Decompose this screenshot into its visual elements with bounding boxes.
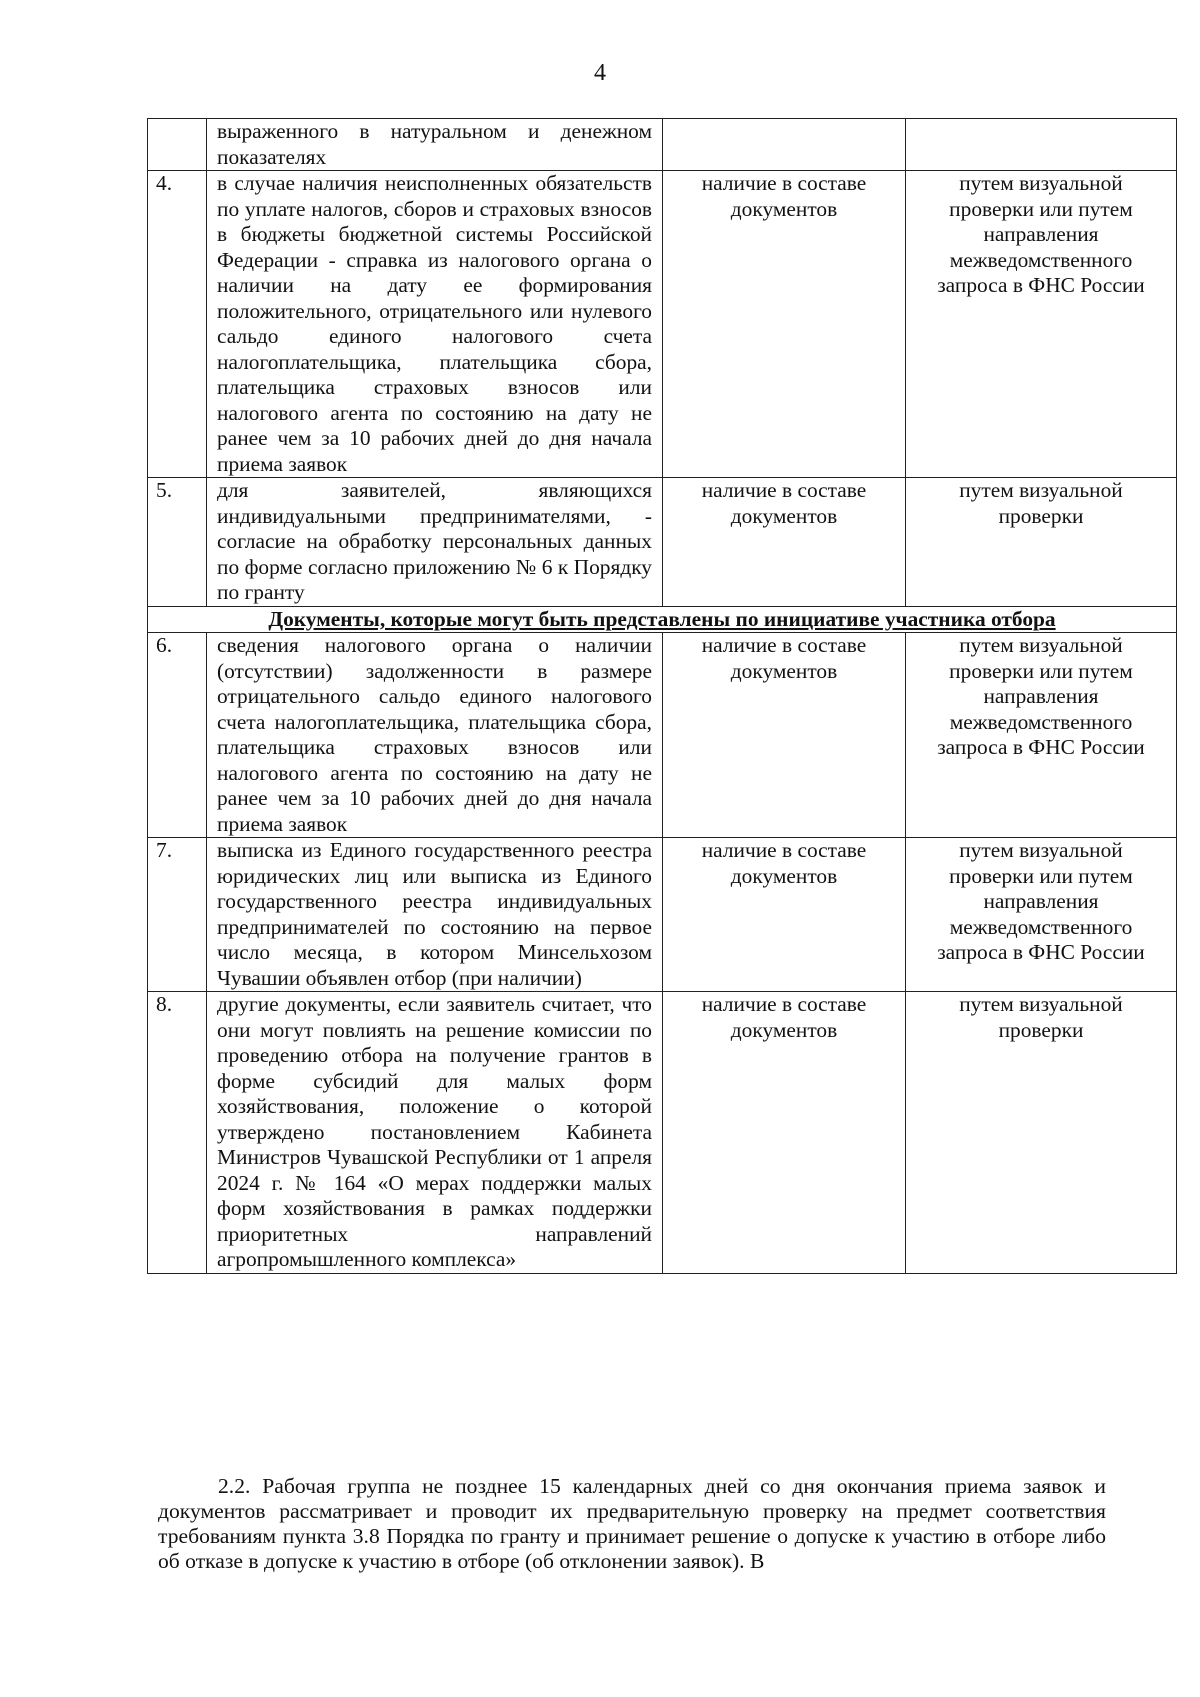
table-body-top <box>148 119 1177 607</box>
check-criterion-cell: наличие в составе документов <box>663 992 906 1274</box>
row-number-cell: 4. <box>148 171 207 478</box>
section-heading-row <box>148 606 1177 633</box>
section-heading: Документы, которые могут быть представлены по инициативе участника отбора <box>148 606 1177 633</box>
row-number-cell: 6. <box>148 633 207 838</box>
section-heading-body <box>148 606 1177 633</box>
table-row <box>148 478 1177 607</box>
check-criterion-cell: наличие в составе документов <box>663 171 906 478</box>
table-row <box>148 992 1177 1274</box>
document-name-cell: другие документы, если заявитель считает, что они могут повлиять на решение комиссии по проведению отбора на получение грантов в форме субсидий для малых форм хозяйствования, положение о которой утверждено постановлением Кабинета Министров Чувашской Республики от 1 апреля 2024 г. № 164 «О мерах поддержки малых форм хозяйствования в рамках поддержки приоритетных направлений агропромышленного комплекса» <box>207 992 663 1274</box>
check-method-cell: путем визуальной проверки <box>906 992 1177 1274</box>
table-row <box>148 119 1177 171</box>
documents-table <box>147 118 1177 1274</box>
check-method-cell <box>906 119 1177 171</box>
check-method-cell: путем визуальной проверки или путем направления межведомственного запроса в ФНС России <box>906 171 1177 478</box>
document-name-cell: выписка из Единого государственного реестра юридических лиц или выписка из Единого государственного реестра индивидуальных предпринимателей по состоянию на первое число месяца, в котором Минсельхозом Чувашии объявлен отбор (при наличии) <box>207 838 663 992</box>
check-method-cell: путем визуальной проверки или путем направления межведомственного запроса в ФНС России <box>906 838 1177 992</box>
table-row <box>148 171 1177 478</box>
check-criterion-cell: наличие в составе документов <box>663 633 906 838</box>
table-row <box>148 633 1177 838</box>
table-row <box>148 838 1177 992</box>
document-name-cell: сведения налогового органа о наличии (отсутствии) задолженности в размере отрицательного сальдо единого налогового счета налогоплательщика, плательщика сбора, плательщика страховых взносов или налогового агента по состоянию на дату не ранее чем за 10 рабочих дней до дня начала приема заявок <box>207 633 663 838</box>
row-number-cell: 5. <box>148 478 207 607</box>
table-body-bottom <box>148 633 1177 1274</box>
check-criterion-cell: наличие в составе документов <box>663 838 906 992</box>
row-number-cell: 7. <box>148 838 207 992</box>
row-number-cell: 8. <box>148 992 207 1274</box>
document-name-cell: в случае наличия неисполненных обязательств по уплате налогов, сборов и страховых взносов в бюджеты бюджетной системы Российской Федерации - справка из налогового органа о наличии на дату ее формирования положительного, отрицательного или нулевого сальдо единого налогового счета налогоплательщика, плательщика сбора, плательщика страховых взносов или налогового агента по состоянию на дату не ранее чем за 10 рабочих дней до дня начала приема заявок <box>207 171 663 478</box>
paragraph-2-2: 2.2. Рабочая группа не позднее 15 календарных дней со дня окончания приема заявок и документов рассматривает и проводит их предварительную проверку на предмет соответствия требованиям пункта 3.8 Порядка по гранту и принимает решение о допуске к участию в отборе либо об отказе в допуске к участию в отборе (об отклонении заявок). В <box>158 1474 1106 1573</box>
row-number-cell <box>148 119 207 171</box>
document-name-cell: выраженного в натуральном и денежном показателях <box>207 119 663 171</box>
check-method-cell: путем визуальной проверки <box>906 478 1177 607</box>
check-criterion-cell <box>663 119 906 171</box>
document-name-cell: для заявителей, являющихся индивидуальными предпринимателями, - согласие на обработку персональных данных по форме согласно приложению № 6 к Порядку по гранту <box>207 478 663 607</box>
check-method-cell: путем визуальной проверки или путем направления межведомственного запроса в ФНС России <box>906 633 1177 838</box>
check-criterion-cell: наличие в составе документов <box>663 478 906 607</box>
page-number: 4 <box>594 60 606 86</box>
